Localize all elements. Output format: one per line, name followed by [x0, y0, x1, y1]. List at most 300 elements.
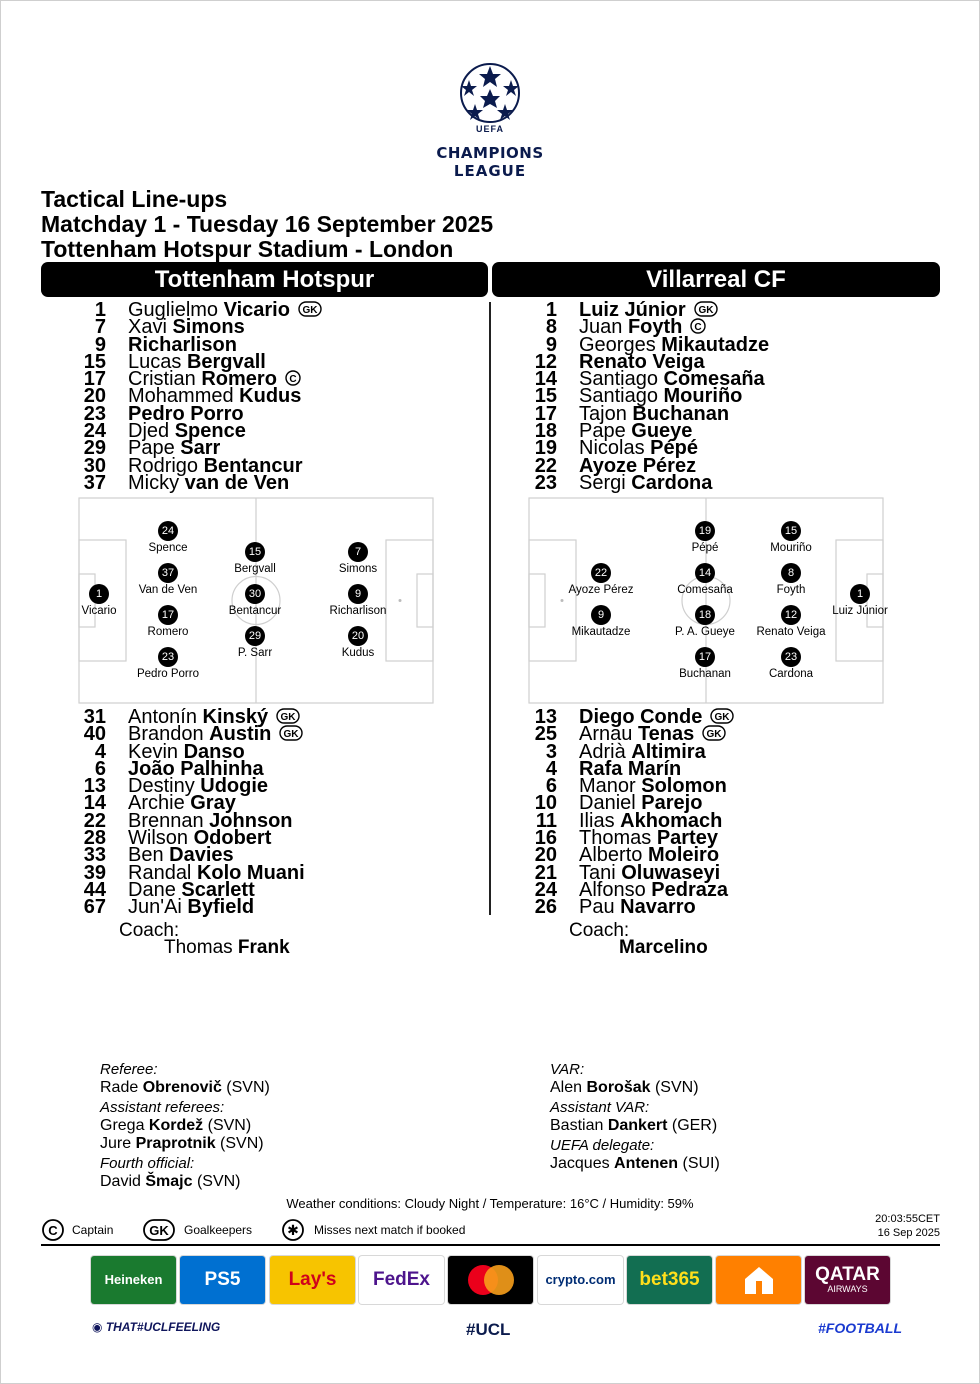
player-first-name: Dane [128, 878, 182, 901]
away-formation-player: 22 [591, 563, 611, 583]
player-surname: Tenas [637, 723, 695, 746]
player-surname: Mikautadze [661, 333, 770, 356]
player-surname: Buchanan [632, 402, 730, 425]
penalty-area-left [529, 540, 576, 661]
legend-booked-text: Misses next match if booked [314, 1223, 466, 1237]
player-first-name: Daniel [579, 792, 642, 815]
player-surname: Cardona [631, 471, 713, 494]
timestamp-time: 20:03:55CET [875, 1213, 940, 1225]
fourth-last: Šmajc [145, 1173, 193, 1190]
player-first-name: Pape [128, 437, 181, 460]
venue-line: Tottenham Hotspur Stadium - London [41, 236, 454, 262]
player-first-name: Alfonso [579, 878, 652, 901]
player-number: 9 [94, 333, 106, 356]
player-surname: Davies [169, 844, 234, 867]
player-name [579, 471, 713, 494]
away-starters-list [461, 299, 861, 494]
var-name [550, 1079, 699, 1097]
goalkeeper-badge-icon [710, 708, 734, 724]
assistant2-nat: (SVN) [220, 1135, 264, 1152]
assistant1-nat: (SVN) [207, 1117, 252, 1134]
player-surname: Austin [209, 723, 272, 746]
goalkeeper-badge-icon [276, 708, 300, 724]
sponsor-name: FedEx [372, 1269, 431, 1290]
hashtag-left-text: THAT#UCLFEELING [105, 1320, 221, 1334]
away-formation-label: Cardona [768, 668, 814, 680]
away-formation-player: 23 [781, 647, 801, 667]
goal-area-left [529, 574, 545, 627]
referee-name [100, 1079, 270, 1097]
player-first-name: Alberto [579, 844, 648, 867]
home-coach-last: Frank [237, 937, 290, 958]
competition-name-line1: CHAMPIONS [436, 144, 544, 162]
player-number: 17 [534, 402, 557, 425]
player-number: 24 [534, 878, 557, 901]
player-first-name: Djed [128, 420, 175, 443]
player-number: 4 [94, 740, 106, 763]
assistant1-first: Grega [100, 1117, 145, 1134]
player-number: 16 [534, 827, 557, 850]
svg-text:GK: GK [714, 711, 730, 723]
referee-last: Obrenovič [142, 1079, 222, 1096]
player-surname: Oluwaseyi [621, 861, 721, 884]
assistant2-name [100, 1135, 264, 1153]
player-first-name: Guglielmo [128, 299, 224, 321]
matchday-line: Matchday 1 - Tuesday 16 September 2025 [41, 211, 494, 237]
player-number: 12 [534, 350, 557, 373]
player-first-name: Jun'Ai [128, 896, 188, 919]
player-surname: Danso [183, 740, 245, 763]
player-surname: Udogie [200, 775, 269, 798]
player-number: 1 [545, 299, 557, 321]
fourth-first: David [100, 1173, 141, 1190]
svg-text:C: C [289, 373, 297, 385]
svg-text:GK: GK [280, 711, 296, 723]
sponsor-name: QATAR [815, 1264, 880, 1285]
avar-nat: (GER) [671, 1117, 718, 1134]
away-formation-label: Ayoze Pérez [568, 584, 634, 596]
player-surname: Ayoze Pérez [579, 454, 697, 477]
away-formation-player: 9 [591, 605, 611, 625]
player-first-name: Ilias [579, 809, 621, 832]
goalkeeper-badge-icon [702, 725, 726, 741]
home-formation-label: P. Sarr [237, 647, 273, 659]
assistant2-first: Jure [100, 1135, 132, 1152]
goalkeeper-badge-icon [298, 301, 322, 317]
player-number: 21 [534, 861, 557, 884]
player-number: 31 [83, 706, 106, 728]
player-surname: van de Ven [184, 471, 290, 494]
home-formation-label: Van de Ven [138, 584, 198, 596]
home-coach-label: Coach: [119, 920, 180, 941]
fourth-official-label: Fourth official: [100, 1155, 195, 1172]
var-last: Borošak [586, 1079, 651, 1096]
player-surname: Spence [174, 420, 246, 443]
player-number: 8 [545, 316, 557, 339]
home-formation-player: 37 [158, 563, 178, 583]
captain-icon [41, 1218, 65, 1242]
player-number: 17 [83, 368, 106, 391]
away-formation-player: 12 [781, 605, 801, 625]
goalkeeper-icon [143, 1218, 175, 1242]
player-first-name: Brandon [128, 723, 210, 746]
player-first-name: Ben [128, 844, 170, 867]
player-number: 4 [545, 757, 557, 780]
assistant1-name [100, 1117, 251, 1135]
penalty-area-right [386, 540, 433, 661]
player-first-name: Destiny [128, 775, 201, 798]
legend-goalkeepers [143, 1218, 273, 1242]
timestamp [875, 1212, 940, 1240]
player-number: 9 [545, 333, 557, 356]
player-number: 24 [83, 420, 106, 443]
player-surname: Bergvall [186, 350, 266, 373]
player-first-name: Georges [579, 333, 662, 356]
player-surname: Foyth [627, 316, 683, 339]
home-formation-label: Simons [338, 563, 378, 575]
home-formation-label: Bergvall [234, 563, 276, 575]
delegate-label: UEFA delegate: [550, 1137, 655, 1154]
var-first: Alen [550, 1079, 583, 1096]
player-first-name: Antonín [128, 706, 203, 728]
sponsor-name: PS5 [204, 1269, 241, 1290]
home-formation-label: Pedro Porro [136, 668, 199, 680]
player-number: 25 [534, 723, 557, 746]
assistant2-last: Praprotnik [135, 1135, 216, 1152]
away-formation-player: 19 [695, 521, 715, 541]
player-first-name: Wilson [128, 827, 194, 850]
weather-conditions: Weather conditions: Cloudy Night / Temperature: 16°C / Humidity: 59% [286, 1196, 694, 1211]
player-number: 23 [83, 402, 106, 425]
player-surname: Mouriño [663, 385, 743, 408]
avar-first: Bastian [550, 1117, 604, 1134]
home-starters-list [10, 299, 410, 494]
player-surname: Pépé [650, 437, 698, 460]
home-formation-player: 24 [158, 521, 178, 541]
away-formation-label: Luiz Júnior [832, 605, 888, 617]
player-first-name: Pau [579, 896, 621, 919]
assistant1-last: Kordež [148, 1117, 204, 1134]
sponsor-subname: AIRWAYS [827, 1284, 868, 1294]
player-surname: Scarlett [181, 878, 255, 901]
player-first-name: Cristian [128, 368, 202, 391]
sponsor-logo [448, 1256, 533, 1304]
home-formation-label: Bentancur [228, 605, 282, 617]
home-formation-player: 15 [245, 542, 265, 562]
away-formation-player: 18 [695, 605, 715, 625]
away-formation-label: P. A. Gueye [675, 626, 735, 638]
sponsor-name: bet365 [639, 1269, 700, 1290]
mastercard-icon [463, 1262, 519, 1298]
player-first-name: Randal [128, 861, 197, 884]
away-formation-player: 14 [695, 563, 715, 583]
player-surname: Parejo [641, 792, 703, 815]
legend-captain-text: Captain [72, 1223, 114, 1237]
competition-name-line2: LEAGUE [453, 162, 527, 180]
away-formation-player: 8 [781, 563, 801, 583]
goal-area-right [867, 574, 883, 627]
player-first-name: Mohammed [128, 385, 240, 408]
hashtag-left [92, 1320, 220, 1334]
sponsor-name: Heineken [104, 1272, 163, 1287]
home-sub-player-row [10, 896, 410, 919]
player-surname: Comesaña [663, 368, 765, 391]
player-number: 19 [534, 437, 557, 460]
player-surname: Diego Conde [579, 706, 703, 728]
player-first-name: Pape [579, 420, 632, 443]
player-number: 15 [83, 350, 106, 373]
player-surname: Simons [172, 316, 245, 339]
player-number: 13 [83, 775, 106, 798]
player-first-name: Manor [579, 775, 642, 798]
player-number: 29 [83, 437, 106, 460]
player-surname: Johnson [209, 809, 293, 832]
assistants-label: Assistant referees: [100, 1099, 225, 1116]
home-formation-label: Romero [147, 626, 189, 638]
legend-booked [281, 1218, 501, 1242]
player-first-name: Nicolas [579, 437, 651, 460]
player-first-name: Brennan [128, 809, 210, 832]
home-coach-first: Thomas [164, 937, 233, 958]
player-number: 22 [534, 454, 557, 477]
player-surname: Odobert [193, 827, 272, 850]
sponsor-logo [805, 1256, 890, 1304]
booked-glyph: ✱ [287, 1223, 299, 1239]
captain-badge-icon [690, 318, 706, 334]
home-formation-player: 29 [245, 626, 265, 646]
player-surname: Altimira [631, 740, 706, 763]
home-formation-player: 20 [348, 626, 368, 646]
var-nat: (SVN) [654, 1079, 699, 1096]
sponsor-logo [538, 1256, 623, 1304]
player-first-name: Archie [128, 792, 191, 815]
player-first-name: Santiago [579, 385, 664, 408]
referee-first: Rade [100, 1079, 139, 1096]
player-surname: Solomon [641, 775, 727, 798]
player-number: 6 [545, 775, 557, 798]
player-number: 44 [83, 878, 106, 901]
player-number: 3 [545, 740, 557, 763]
ucl-logo [420, 60, 560, 184]
player-number: 7 [94, 316, 106, 339]
player-number: 33 [83, 844, 106, 867]
player-surname: Kudus [239, 385, 302, 408]
player-name [579, 896, 696, 919]
player-first-name: Micky [128, 471, 185, 494]
player-number: 22 [83, 809, 106, 832]
home-formation-player: 1 [89, 584, 109, 604]
goalkeeper-badge-icon [279, 725, 303, 741]
sponsor-name: crypto.com [545, 1272, 616, 1287]
player-surname: Bentancur [203, 454, 303, 477]
booked-icon [281, 1218, 305, 1242]
sponsor-logo [716, 1256, 801, 1304]
sponsor-logo [359, 1256, 444, 1304]
svg-text:GK: GK [283, 729, 299, 741]
player-surname: Partey [656, 827, 718, 850]
home-formation-label: Richarlison [329, 605, 387, 617]
home-formation-player: 30 [245, 584, 265, 604]
player-surname: Gueye [631, 420, 693, 443]
away-formation-label: Mouriño [770, 542, 812, 554]
gk-glyph: GK [149, 1223, 169, 1238]
penalty-spot [561, 599, 564, 602]
page-title: Tactical Line-ups [41, 186, 228, 212]
player-surname: Renato Veiga [579, 350, 705, 373]
player-first-name: Santiago [579, 368, 664, 391]
away-formation-label: Renato Veiga [756, 626, 826, 638]
player-number: 26 [534, 896, 557, 919]
home-starter-player-row [10, 471, 410, 494]
avar-name [550, 1117, 717, 1135]
hashtag-right: #FOOTBALL [818, 1320, 902, 1336]
away-coach-name [619, 937, 708, 959]
delegate-first: Jacques [550, 1155, 610, 1172]
away-formation-label: Pépé [691, 542, 719, 554]
starball-icon [459, 62, 521, 124]
player-number: 14 [534, 368, 557, 391]
away-starter-player-row [461, 471, 861, 494]
sponsor-logo [270, 1256, 355, 1304]
player-number: 28 [83, 827, 106, 850]
player-surname: Pedro Porro [128, 402, 244, 425]
away-coach-last: Marcelino [619, 937, 708, 958]
sponsor-logo [627, 1256, 712, 1304]
player-number: 10 [534, 792, 557, 815]
sponsor-name: Lay's [288, 1269, 337, 1290]
svg-text:GK: GK [706, 729, 722, 741]
away-coach-label: Coach: [569, 920, 630, 941]
captain-badge-icon [285, 370, 301, 386]
player-first-name: Tani [579, 861, 622, 884]
player-number: 39 [83, 861, 106, 884]
delegate-last: Antenen [614, 1155, 679, 1172]
player-surname: Sarr [180, 437, 221, 460]
player-number: 23 [534, 471, 557, 494]
avar-label: Assistant VAR: [550, 1099, 650, 1116]
player-first-name: Tajon [579, 402, 633, 425]
player-number: 6 [94, 757, 106, 780]
ball-icon: ◉ [92, 1320, 106, 1334]
home-team-bar: Tottenham Hotspur [41, 262, 488, 297]
away-formation-player: 17 [695, 647, 715, 667]
svg-text:GK: GK [698, 304, 714, 316]
player-name [128, 471, 290, 494]
away-team-bar: Villarreal CF [492, 262, 940, 297]
player-first-name: Adrià [579, 740, 632, 763]
avar-last: Dankert [607, 1117, 668, 1134]
player-surname: Moleiro [647, 844, 720, 867]
player-number: 1 [94, 299, 106, 321]
player-name [128, 896, 255, 919]
away-formation-player: 1 [850, 584, 870, 604]
referee-nat: (SVN) [226, 1079, 270, 1096]
player-number: 67 [83, 896, 106, 919]
referee-label: Referee: [100, 1061, 158, 1078]
player-first-name: Sergi [579, 471, 632, 494]
home-subs-list [10, 706, 410, 919]
away-formation-player: 15 [781, 521, 801, 541]
away-sub-player-row [461, 896, 861, 919]
delegate-nat: (SUI) [682, 1155, 720, 1172]
player-surname: Akhomach [620, 809, 723, 832]
fourth-official-name [100, 1173, 241, 1191]
delegate-name [550, 1155, 720, 1173]
player-surname: Kinský [202, 706, 269, 728]
home-coach-name [164, 937, 290, 959]
player-surname: Vicario [223, 299, 290, 321]
timestamp-date: 16 Sep 2025 [877, 1227, 940, 1239]
penalty-spot [399, 599, 402, 602]
goal-area-right [417, 574, 433, 627]
player-surname: João Palhinha [128, 757, 264, 780]
sponsor-logo [180, 1256, 265, 1304]
player-surname: Byfield [187, 896, 255, 919]
away-formation-label: Comesaña [677, 584, 733, 596]
player-surname: Rafa Marín [579, 757, 682, 780]
hashtag-center: #UCL [466, 1320, 511, 1339]
home-formation-label: Spence [148, 542, 188, 554]
player-first-name: Thomas [579, 827, 657, 850]
player-surname: Luiz Júnior [579, 299, 686, 321]
player-surname: Pedraza [651, 878, 728, 901]
player-first-name: Xavi [128, 316, 173, 339]
player-surname: Richarlison [128, 333, 237, 356]
away-subs-list [461, 706, 861, 919]
player-number: 37 [83, 471, 106, 494]
footer-rule [41, 1244, 940, 1246]
sponsor-logo [91, 1256, 176, 1304]
away-formation-label: Foyth [776, 584, 806, 596]
fourth-nat: (SVN) [196, 1173, 241, 1190]
house-icon [742, 1263, 776, 1297]
player-number: 40 [83, 723, 106, 746]
legend-captain [41, 1218, 141, 1242]
player-number: 13 [534, 706, 557, 728]
svg-text:GK: GK [302, 304, 318, 316]
away-formation-label: Buchanan [679, 668, 731, 680]
player-number: 14 [83, 792, 106, 815]
legend-goalkeepers-text: Goalkeepers [184, 1223, 253, 1237]
player-surname: Romero [201, 368, 277, 391]
home-formation-player: 7 [348, 542, 368, 562]
player-number: 11 [535, 809, 557, 832]
player-surname: Kolo Muani [196, 861, 305, 884]
player-first-name: Juan [579, 316, 628, 339]
player-first-name: Rodrigo [128, 454, 204, 477]
player-number: 15 [534, 385, 557, 408]
player-number: 20 [534, 844, 557, 867]
player-number: 30 [83, 454, 106, 477]
var-label: VAR: [550, 1061, 585, 1078]
uefa-wordmark: UEFA [475, 124, 504, 134]
home-formation-label: Vicario [81, 605, 117, 617]
away-formation-label: Mikautadze [571, 626, 631, 638]
goalkeeper-badge-icon [694, 301, 718, 317]
home-formation-label: Kudus [341, 647, 375, 659]
player-number: 18 [534, 420, 557, 443]
home-formation-player: 17 [158, 605, 178, 625]
svg-text:C: C [694, 322, 702, 334]
player-first-name: Kevin [128, 740, 184, 763]
player-first-name: Arnau [579, 723, 638, 746]
player-first-name: Lucas [128, 350, 187, 373]
home-formation-player: 9 [348, 584, 368, 604]
player-surname: Gray [190, 792, 236, 815]
captain-glyph: C [48, 1223, 58, 1238]
home-formation-player: 23 [158, 647, 178, 667]
player-number: 20 [83, 385, 106, 408]
